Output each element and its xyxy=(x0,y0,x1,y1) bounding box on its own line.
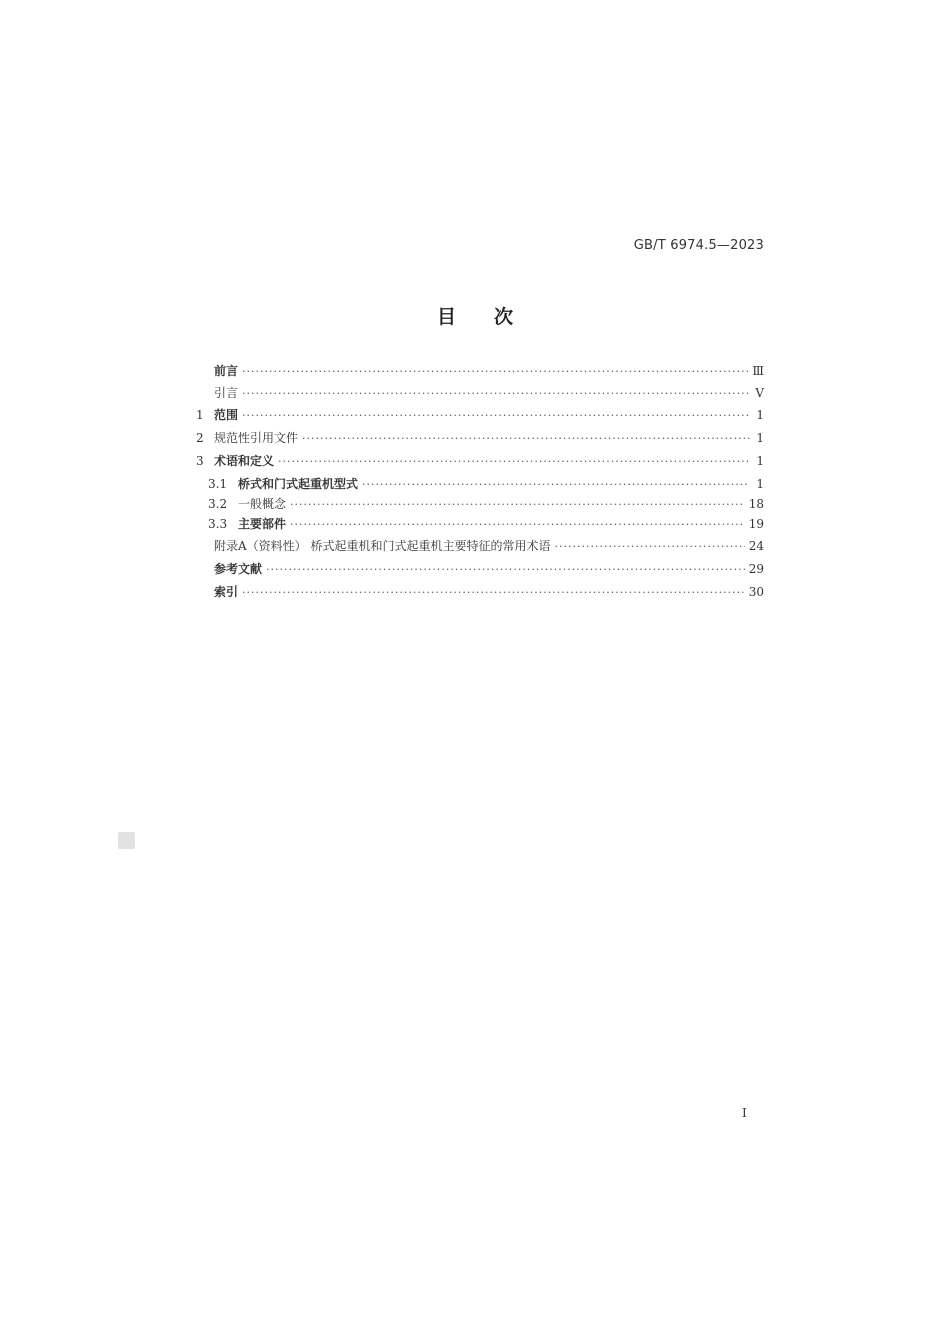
toc-entry-page: Ⅴ xyxy=(755,386,764,400)
toc-dot-leader xyxy=(362,478,750,491)
toc-entry-page: Ⅲ xyxy=(752,364,764,378)
toc-entry-index[interactable] xyxy=(196,583,764,605)
toc-entry-label: 一般概念 xyxy=(238,497,287,511)
toc-entry-number: 1 xyxy=(196,408,204,422)
toc-dot-leader xyxy=(278,455,750,468)
table-of-contents xyxy=(196,362,764,605)
toc-entry-introduction[interactable] xyxy=(196,384,764,406)
toc-entry-number: 2 xyxy=(196,431,204,445)
toc-entry-page: 1 xyxy=(756,431,764,445)
toc-entry-page: 29 xyxy=(748,562,764,576)
toc-dot-leader xyxy=(302,432,750,445)
toc-entry-normative-references[interactable] xyxy=(196,429,764,452)
toc-entry-page: 19 xyxy=(748,517,764,531)
toc-entry-label: 桥式和门式起重机型式 xyxy=(238,477,359,491)
scan-artifact xyxy=(118,832,135,849)
toc-entry-label: 索引 xyxy=(214,585,239,599)
toc-entry-label: 主要部件 xyxy=(238,517,287,531)
toc-entry-page: 1 xyxy=(756,408,764,422)
toc-dot-leader xyxy=(242,586,745,599)
toc-entry-label: 参考文献 xyxy=(214,562,263,576)
toc-entry-number: 3.3 xyxy=(208,517,228,531)
toc-entry-scope[interactable] xyxy=(196,406,764,429)
toc-entry-crane-types[interactable] xyxy=(196,475,764,495)
toc-entry-label: 前言 xyxy=(214,364,239,378)
toc-entry-number: 3.1 xyxy=(208,477,228,491)
toc-entry-page: 30 xyxy=(748,585,764,599)
toc-dot-leader xyxy=(242,387,750,400)
toc-entry-main-components[interactable] xyxy=(196,515,764,537)
toc-entry-page: 24 xyxy=(748,539,764,553)
toc-dot-leader xyxy=(242,409,750,422)
toc-entry-label: 附录A（资料性） 桥式起重机和门式起重机主要特征的常用术语 xyxy=(214,539,551,553)
toc-entry-label: 引言 xyxy=(214,386,239,400)
toc-entry-page: 1 xyxy=(756,477,764,491)
toc-entry-number: 3.2 xyxy=(208,497,228,511)
toc-dot-leader xyxy=(290,498,745,511)
toc-entry-label: 规范性引用文件 xyxy=(214,431,299,445)
toc-entry-number: 3 xyxy=(196,454,204,468)
document-standard-number: GB/T 6974.5—2023 xyxy=(633,238,764,253)
toc-dot-leader xyxy=(242,365,748,378)
toc-entry-label: 范围 xyxy=(214,408,239,422)
toc-entry-general-concepts[interactable] xyxy=(196,495,764,515)
toc-entry-page: 1 xyxy=(756,454,764,468)
page-number: Ⅰ xyxy=(742,1106,747,1120)
toc-entry-terms-definitions[interactable] xyxy=(196,452,764,475)
toc-dot-leader xyxy=(266,563,745,576)
toc-entry-label: 术语和定义 xyxy=(214,454,275,468)
toc-entry-bibliography[interactable] xyxy=(196,560,764,583)
toc-entry-annex-a[interactable] xyxy=(196,537,764,560)
toc-dot-leader xyxy=(554,540,744,553)
toc-title: 目次 xyxy=(436,306,551,328)
toc-entry-foreword[interactable] xyxy=(196,362,764,384)
toc-dot-leader xyxy=(290,518,745,531)
toc-entry-page: 18 xyxy=(748,497,764,511)
